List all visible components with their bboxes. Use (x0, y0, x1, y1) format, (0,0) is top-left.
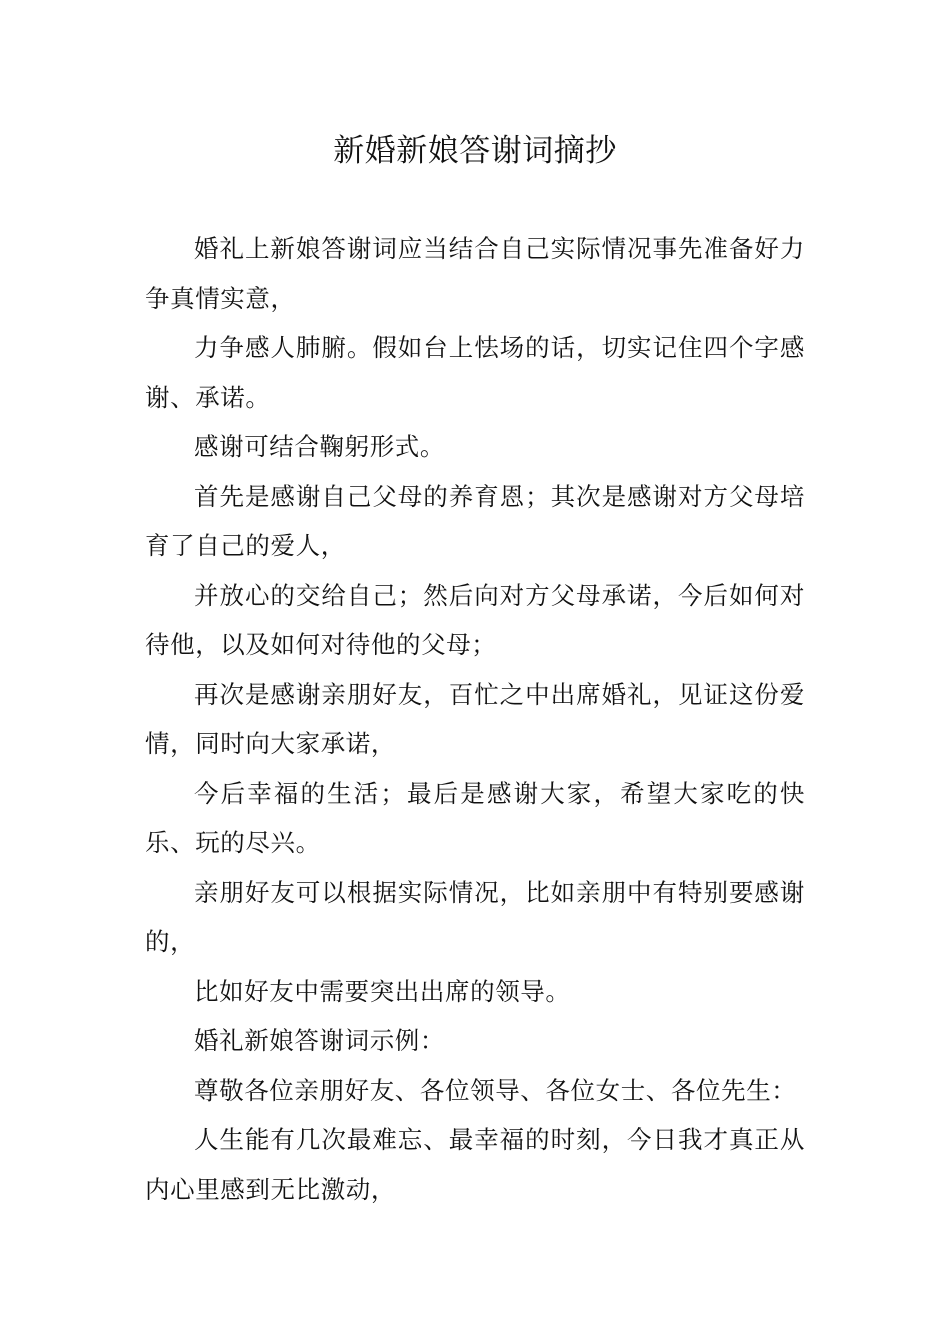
paragraph-2: 力争感人肺腑。假如台上怯场的话，切实记住四个字感谢、承诺。 (145, 333, 805, 412)
paragraph-7: 今后幸福的生活；最后是感谢大家，希望大家吃的快乐、玩的尽兴。 (145, 778, 805, 857)
paragraph-8: 亲朋好友可以根据实际情况，比如亲朋中有特别要感谢的， (145, 877, 805, 956)
paragraph-1: 婚礼上新娘答谢词应当结合自己实际情况事先准备好力争真情实意， (145, 234, 805, 313)
paragraph-10: 婚礼新娘答谢词示例： (194, 1026, 445, 1055)
document-body (145, 224, 805, 1214)
paragraph-3: 感谢可结合鞠躬形式。 (194, 432, 445, 461)
paragraph-11: 尊敬各位亲朋好友、各位领导、各位女士、各位先生： (194, 1075, 797, 1105)
document-title: 新婚新娘答谢词摘抄 (333, 133, 617, 169)
paragraph-6: 再次是感谢亲朋好友，百忙之中出席婚礼，见证这份爱情，同时向大家承诺， (145, 679, 805, 758)
paragraph-9: 比如好友中需要突出出席的领导。 (194, 976, 571, 1006)
paragraph-12: 人生能有几次最难忘、最幸福的时刻，今日我才真正从内心里感到无比激动， (145, 1125, 805, 1204)
paragraph-4: 首先是感谢自己父母的养育恩；其次是感谢对方父母培育了自己的爱人， (145, 481, 805, 560)
paragraph-5: 并放心的交给自己；然后向对方父母承诺，今后如何对待他，以及如何对待他的父母； (145, 580, 805, 659)
